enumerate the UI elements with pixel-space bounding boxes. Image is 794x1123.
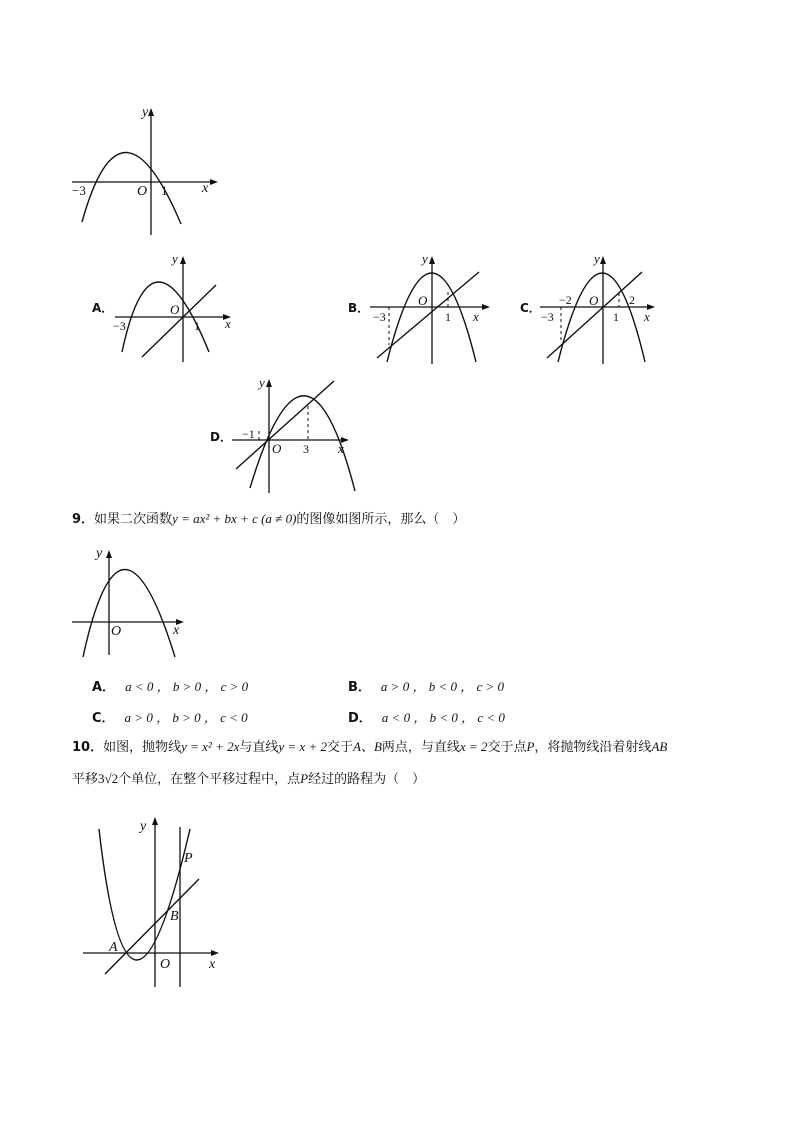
- option-d-label[interactable]: D．: [210, 430, 232, 444]
- q9-number: 9．: [72, 512, 95, 527]
- q10-text: 如图，抛物线: [103, 740, 182, 755]
- q10-ray: AB: [651, 739, 668, 754]
- x-label: x: [644, 309, 650, 324]
- origin-label: O: [111, 624, 122, 639]
- q10-text: 交于点: [487, 740, 527, 755]
- line-graph: [377, 272, 479, 358]
- q9-choice-c[interactable]: [92, 707, 248, 726]
- tick-label-neg1: −1: [242, 427, 255, 441]
- q10-number: 10．: [72, 740, 104, 755]
- line-ab: [105, 879, 199, 974]
- tick-label-neg3: −3: [72, 183, 86, 198]
- option-a-label[interactable]: A．: [92, 301, 114, 315]
- tick-label-1: 1: [613, 310, 619, 324]
- origin-label: O: [137, 184, 148, 199]
- y-label: y: [96, 546, 103, 561]
- y-axis-arrow: [106, 550, 112, 558]
- tick-label-1: 1: [445, 310, 451, 324]
- parabola-curve: [558, 273, 645, 362]
- y-axis-arrow: [266, 379, 272, 387]
- q10-line-formula: y = x + 2: [278, 739, 327, 754]
- line-graph: [236, 381, 334, 469]
- choice-text: a < 0 ， b < 0 ， c < 0: [381, 710, 505, 725]
- parabola-curve: [83, 570, 175, 658]
- x-label: x: [202, 181, 209, 196]
- q9-choice-a[interactable]: [92, 676, 248, 695]
- q10-graph: [78, 815, 228, 995]
- origin-label: O: [589, 293, 599, 308]
- origin-label: O: [272, 441, 282, 456]
- tick-label-neg3: −3: [541, 310, 554, 324]
- y-label: y: [172, 251, 178, 266]
- x-axis-arrow: [482, 304, 490, 310]
- q9-formula: y = ax² + bx + c (a ≠ 0): [172, 511, 297, 526]
- x-label: x: [209, 957, 216, 972]
- option-a-graph[interactable]: [110, 250, 240, 365]
- q9-text-before: 如果二次函数: [94, 512, 173, 527]
- tick-label-neg3: −3: [373, 310, 386, 324]
- tick-label-neg3: −3: [113, 319, 126, 333]
- y-axis-arrow: [148, 108, 154, 116]
- option-b-graph[interactable]: [365, 250, 495, 365]
- q10-text: ，将抛物线沿着射线: [534, 740, 652, 755]
- y-label: y: [422, 251, 428, 266]
- choice-text: a > 0 ， b < 0 ， c > 0: [380, 679, 505, 694]
- q9-stem: [72, 509, 465, 530]
- x-label: x: [173, 623, 180, 638]
- y-axis-arrow: [600, 256, 606, 264]
- choice-label: C．: [92, 711, 115, 726]
- y-axis-arrow: [152, 817, 158, 825]
- q9-graph: [70, 540, 200, 665]
- y-axis-arrow: [180, 256, 186, 264]
- x-label: x: [225, 316, 231, 331]
- option-c-label[interactable]: C．: [520, 301, 541, 315]
- option-d-graph[interactable]: [228, 373, 358, 498]
- q10-text: 两点，与直线: [381, 740, 460, 755]
- q10-text: 个单位，在整个平移过程中，点: [118, 772, 301, 787]
- x-label: x: [338, 441, 344, 456]
- tick-label-1: 1: [194, 319, 200, 333]
- q9-choice-b[interactable]: [348, 676, 504, 695]
- q8-main-graph: [60, 100, 230, 240]
- y-label: y: [594, 251, 600, 266]
- q10-vline-formula: x = 2: [459, 739, 488, 754]
- q10-point-p: P: [526, 739, 535, 754]
- x-axis-arrow: [211, 950, 219, 956]
- q10-points-ab: A、B: [353, 739, 382, 754]
- choice-label: D．: [348, 711, 372, 726]
- q10-stem-line2: [72, 769, 425, 790]
- x-label: x: [473, 309, 479, 324]
- tick-label-3: 3: [303, 442, 309, 456]
- q10-text: 与直线: [239, 740, 279, 755]
- q9-choice-d[interactable]: [348, 707, 505, 726]
- tick-label-1: 1: [161, 183, 168, 198]
- q10-point-p-2: P: [300, 771, 309, 786]
- q10-text: 经过的路程为（ ）: [308, 772, 426, 787]
- point-p-label: P: [184, 851, 193, 866]
- origin-label: O: [418, 293, 428, 308]
- q9-text-after: 的图像如图所示，那么（ ）: [296, 512, 466, 527]
- x-axis-arrow: [210, 179, 218, 185]
- q10-parabola-formula: y = x² + 2x: [181, 739, 240, 754]
- y-label: y: [259, 375, 265, 390]
- choice-label: B．: [348, 680, 371, 695]
- origin-label: O: [170, 302, 180, 317]
- y-label: y: [142, 105, 149, 120]
- option-c-graph[interactable]: [537, 250, 667, 365]
- choice-text: a > 0 ， b > 0 ， c < 0: [124, 710, 248, 725]
- q10-distance: 3√2: [98, 771, 119, 786]
- q10-text: 交于: [326, 740, 353, 755]
- tick-label-neg2: −2: [559, 293, 572, 307]
- q10-text: 平移: [72, 772, 99, 787]
- y-label: y: [140, 819, 147, 834]
- point-b-label: B: [170, 909, 179, 924]
- tick-label-2: 2: [629, 293, 635, 307]
- q10-stem-line1: [72, 737, 667, 758]
- point-a-label: A: [109, 940, 118, 955]
- choice-label: A．: [92, 680, 116, 695]
- choice-text: a < 0 ， b > 0 ， c > 0: [125, 679, 249, 694]
- y-axis-arrow: [429, 256, 435, 264]
- option-b-label[interactable]: B．: [348, 301, 370, 315]
- origin-label: O: [160, 957, 171, 972]
